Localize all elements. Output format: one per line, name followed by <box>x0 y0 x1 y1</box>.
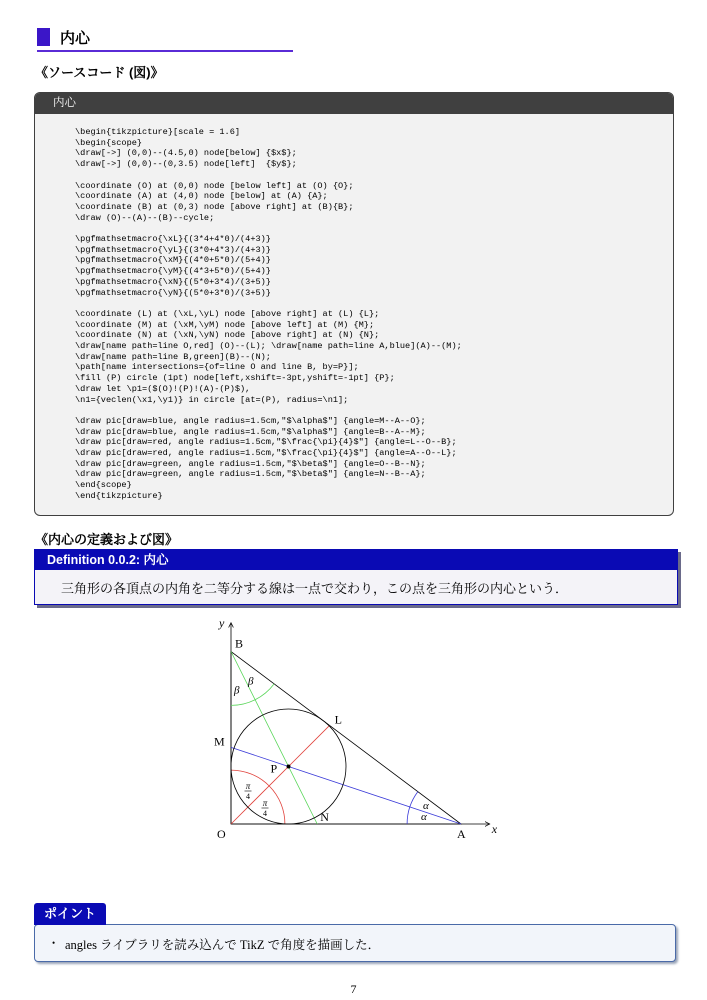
label-P: P <box>270 761 278 776</box>
point-item <box>52 935 381 953</box>
angle-label-pi-over-4-lower <box>262 798 269 818</box>
point-box <box>34 924 676 962</box>
code-line: \end{tikzpicture} <box>75 490 163 501</box>
code-line: \pgfmathsetmacro{\xN}{(5*0+3*4)/(3+5)} <box>75 276 271 287</box>
code-line: \coordinate (O) at (0,0) node [below left] at (O) {O}; <box>75 180 354 191</box>
definition-text: 三角形の各頂点の内角を二等分する線は一点で交わり，この点を三角形の内心という． <box>61 581 569 596</box>
code-line <box>75 405 462 416</box>
code-line: \draw (O)--(A)--(B)--cycle; <box>75 212 215 223</box>
code-line: \pgfmathsetmacro{\xM}{(4*0+5*0)/(5+4)} <box>75 255 271 266</box>
label-L: L <box>334 712 342 727</box>
pi-num: π <box>245 781 251 791</box>
point-tab: ポイント <box>34 903 106 925</box>
code-line: \begin{tikzpicture}[scale = 1.6] <box>75 127 241 137</box>
definition-title: Definition 0.0.2: 内心 <box>35 550 677 570</box>
code-line: \draw[name path=line O,red] (O)--(L); \draw[name path=line A,blue](A)--(M); <box>75 341 462 352</box>
source-code-heading: 《ソースコード (図)》 <box>35 65 164 80</box>
code-line: \pgfmathsetmacro{\yN}{(5*0+3*0)/(3+5)} <box>75 287 271 298</box>
label-N: N <box>320 810 329 824</box>
code-line: \coordinate (A) at (4,0) node [below] at (A) {A}; <box>75 191 328 202</box>
code-box-title: 内心 <box>35 93 673 114</box>
y-axis-label: y <box>219 615 225 630</box>
code-line <box>75 223 462 234</box>
code-line: \draw pic[draw=red, angle radius=1.5cm,"$\frac{\pi}{4}$"] {angle=L--O--B}; <box>75 437 457 448</box>
section-heading <box>37 26 293 52</box>
code-listing <box>75 127 462 502</box>
code-line: \fill (P) circle (1pt) node[left,xshift=-3pt,yshift=-1pt] {P}; <box>75 373 395 384</box>
pi-den: 4 <box>263 809 267 818</box>
angle-label-beta-2: β <box>248 675 254 688</box>
code-line: \draw[name path=line B,green](B)--(N); <box>75 351 271 362</box>
code-line <box>75 298 462 309</box>
angle-label-pi-over-4-upper <box>245 781 252 801</box>
incenter-point <box>287 765 291 769</box>
code-line: \coordinate (B) at (0,3) node [above right] at (B){B}; <box>75 201 354 212</box>
bisector-B-N <box>231 652 317 825</box>
definition-box <box>34 549 678 605</box>
label-B: B <box>235 636 244 651</box>
code-line: \draw[->] (0,0)--(0,3.5) node[left] {$y$}; <box>75 159 297 170</box>
code-line: \begin{scope} <box>75 137 143 148</box>
label-A: A <box>457 827 466 841</box>
code-line: \draw pic[draw=green, angle radius=1.5cm,"$\beta$"] {angle=O--B--N}; <box>75 458 426 469</box>
pi-num: π <box>262 798 268 808</box>
code-line: \end{scope} <box>75 480 132 491</box>
code-line: \coordinate (N) at (\xN,\yN) node [above right] at (N) {N}; <box>75 330 380 341</box>
code-line: \path[name intersections={of=line O and line B, by=P}]; <box>75 362 359 373</box>
section-title: 内心 <box>60 30 91 47</box>
code-line: \draw pic[draw=blue, angle radius=1.5cm,"$\alpha$"] {angle=M--A--O}; <box>75 415 426 426</box>
code-line: \n1={veclen(\x1,\y1)} in circle [at=(P), radius=\n1]; <box>75 394 349 405</box>
code-line: \draw[->] (0,0)--(4.5,0) node[below] {$x$}; <box>75 148 297 159</box>
bullet-icon: • <box>52 938 56 948</box>
page-number: 7 <box>350 982 357 996</box>
angle-label-alpha-1: α <box>423 800 429 812</box>
angle-label-beta-1: β <box>234 684 240 697</box>
code-line: \draw pic[draw=red, angle radius=1.5cm,"$\frac{\pi}{4}$"] {angle=A--O--L}; <box>75 448 457 459</box>
code-line: \draw let \p1=($(O)!(P)!(A)-(P)$), <box>75 383 251 394</box>
angle-label-alpha-2: α <box>421 811 427 823</box>
code-line: \coordinate (M) at (\xM,\yM) node [above left] at (M) {M}; <box>75 319 375 330</box>
code-line: \pgfmathsetmacro{\yL}{(3*0+4*3)/(4+3)} <box>75 244 271 255</box>
code-line <box>75 170 462 181</box>
code-line: \draw pic[draw=blue, angle radius=1.5cm,"$\alpha$"] {angle=B--A--M}; <box>75 426 426 437</box>
code-line: \pgfmathsetmacro{\xL}{(3*4+4*0)/(4+3)} <box>75 234 271 244</box>
code-line: \draw pic[draw=green, angle radius=1.5cm,"$\beta$"] {angle=N--B--A}; <box>75 469 426 480</box>
bisector-O-L <box>231 725 330 824</box>
section-marker <box>37 28 50 46</box>
x-axis-label: x <box>491 822 498 836</box>
pi-den: 4 <box>246 792 250 801</box>
label-M: M <box>214 734 225 749</box>
code-line: \pgfmathsetmacro{\yM}{(4*3+5*0)/(5+4)} <box>75 266 271 277</box>
point-item-text: angles ライブラリを読み込んで TikZ で角度を描画した． <box>65 938 381 952</box>
incenter-figure <box>195 606 505 846</box>
definition-heading: 《内心の定義および図》 <box>35 532 179 547</box>
code-line: \coordinate (L) at (\xL,\yL) node [above right] at (L) {L}; <box>75 308 380 319</box>
label-O: O <box>217 827 226 841</box>
code-box <box>34 92 674 516</box>
